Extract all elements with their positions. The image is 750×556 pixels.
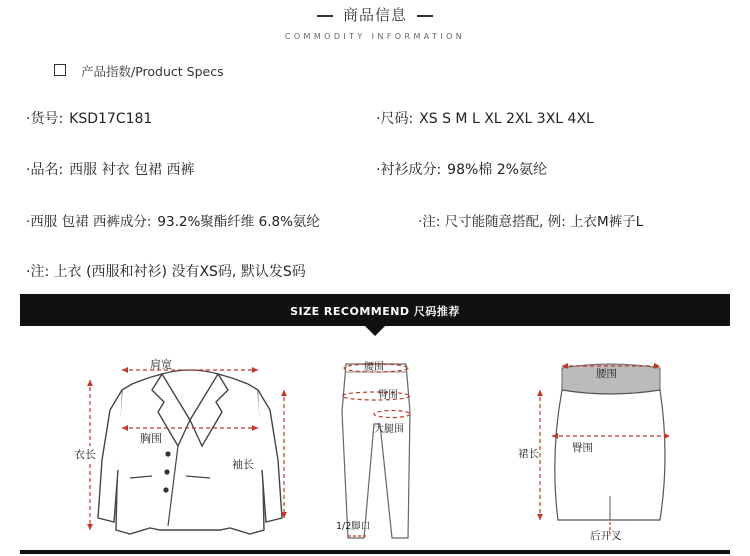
shirt-composition-label: ·衬衫成分: [376, 162, 442, 178]
title-dash-left [317, 15, 333, 17]
shirt-composition-value: 98%棉 2%氨纶 [447, 162, 547, 178]
note-mix-match: ·注: 尺寸能随意搭配, 例: 上衣M裤子L [418, 214, 644, 230]
section-subtitle: COMMODITY INFORMATION [284, 32, 466, 41]
pants-hip-label: 臀围 [378, 390, 398, 401]
item-number-row [26, 108, 152, 128]
suit-composition-value: 93.2%聚酯纤维 6.8%氨纶 [157, 214, 320, 230]
jacket-sleeve-label: 袖长 [232, 458, 254, 471]
product-name-row [26, 159, 195, 179]
skirt-hip-label: 臀围 [572, 442, 593, 454]
bottom-divider [20, 550, 730, 554]
jacket-illustration [60, 350, 300, 550]
size-recommend-banner [20, 294, 730, 326]
item-number-label: ·货号: [26, 111, 64, 127]
banner-notch [365, 326, 385, 336]
note-xs-size: ·注: 上衣 (西服和衬衫) 没有XS码, 默认发S码 [26, 264, 306, 280]
item-number-value: KSD17C181 [69, 111, 153, 127]
product-name-label: ·品名: [26, 162, 64, 178]
pants-thigh-label: 大腿围 [374, 424, 404, 435]
jacket-diagram [60, 350, 300, 550]
jacket-shoulder-label: 肩宽 [150, 358, 172, 371]
pants-diagram [330, 352, 440, 548]
checkbox-square-icon [54, 64, 66, 76]
size-value: XS S M L XL 2XL 3XL 4XL [419, 111, 594, 127]
size-recommend-title: SIZE RECOMMEND 尺码推荐 [290, 305, 460, 318]
specs-label: 产品指数/Product Specs [81, 64, 224, 79]
pants-hem-label: 1/2脚口 [336, 521, 371, 532]
suit-composition-label: ·西服 包裙 西裤成分: [26, 214, 152, 230]
skirt-slit-label: 后开叉 [590, 530, 622, 542]
size-label: ·尺码: [376, 111, 414, 127]
skirt-length-label: 裙长 [518, 448, 539, 460]
skirt-diagram [510, 356, 690, 546]
jacket-chest-label: 胸围 [140, 432, 162, 445]
pants-waist-label: 腰围 [364, 362, 384, 373]
section-title [0, 4, 750, 25]
suit-composition-row [26, 210, 320, 230]
shirt-composition-row [376, 159, 547, 179]
product-name-value: 西服 衬衣 包裙 西裤 [69, 162, 195, 178]
title-dash-right [417, 15, 433, 17]
jacket-length-label: 衣长 [74, 448, 96, 461]
section-title-text: 商品信息 [342, 6, 407, 24]
size-row [376, 108, 594, 128]
skirt-waist-label: 腰围 [596, 368, 617, 380]
